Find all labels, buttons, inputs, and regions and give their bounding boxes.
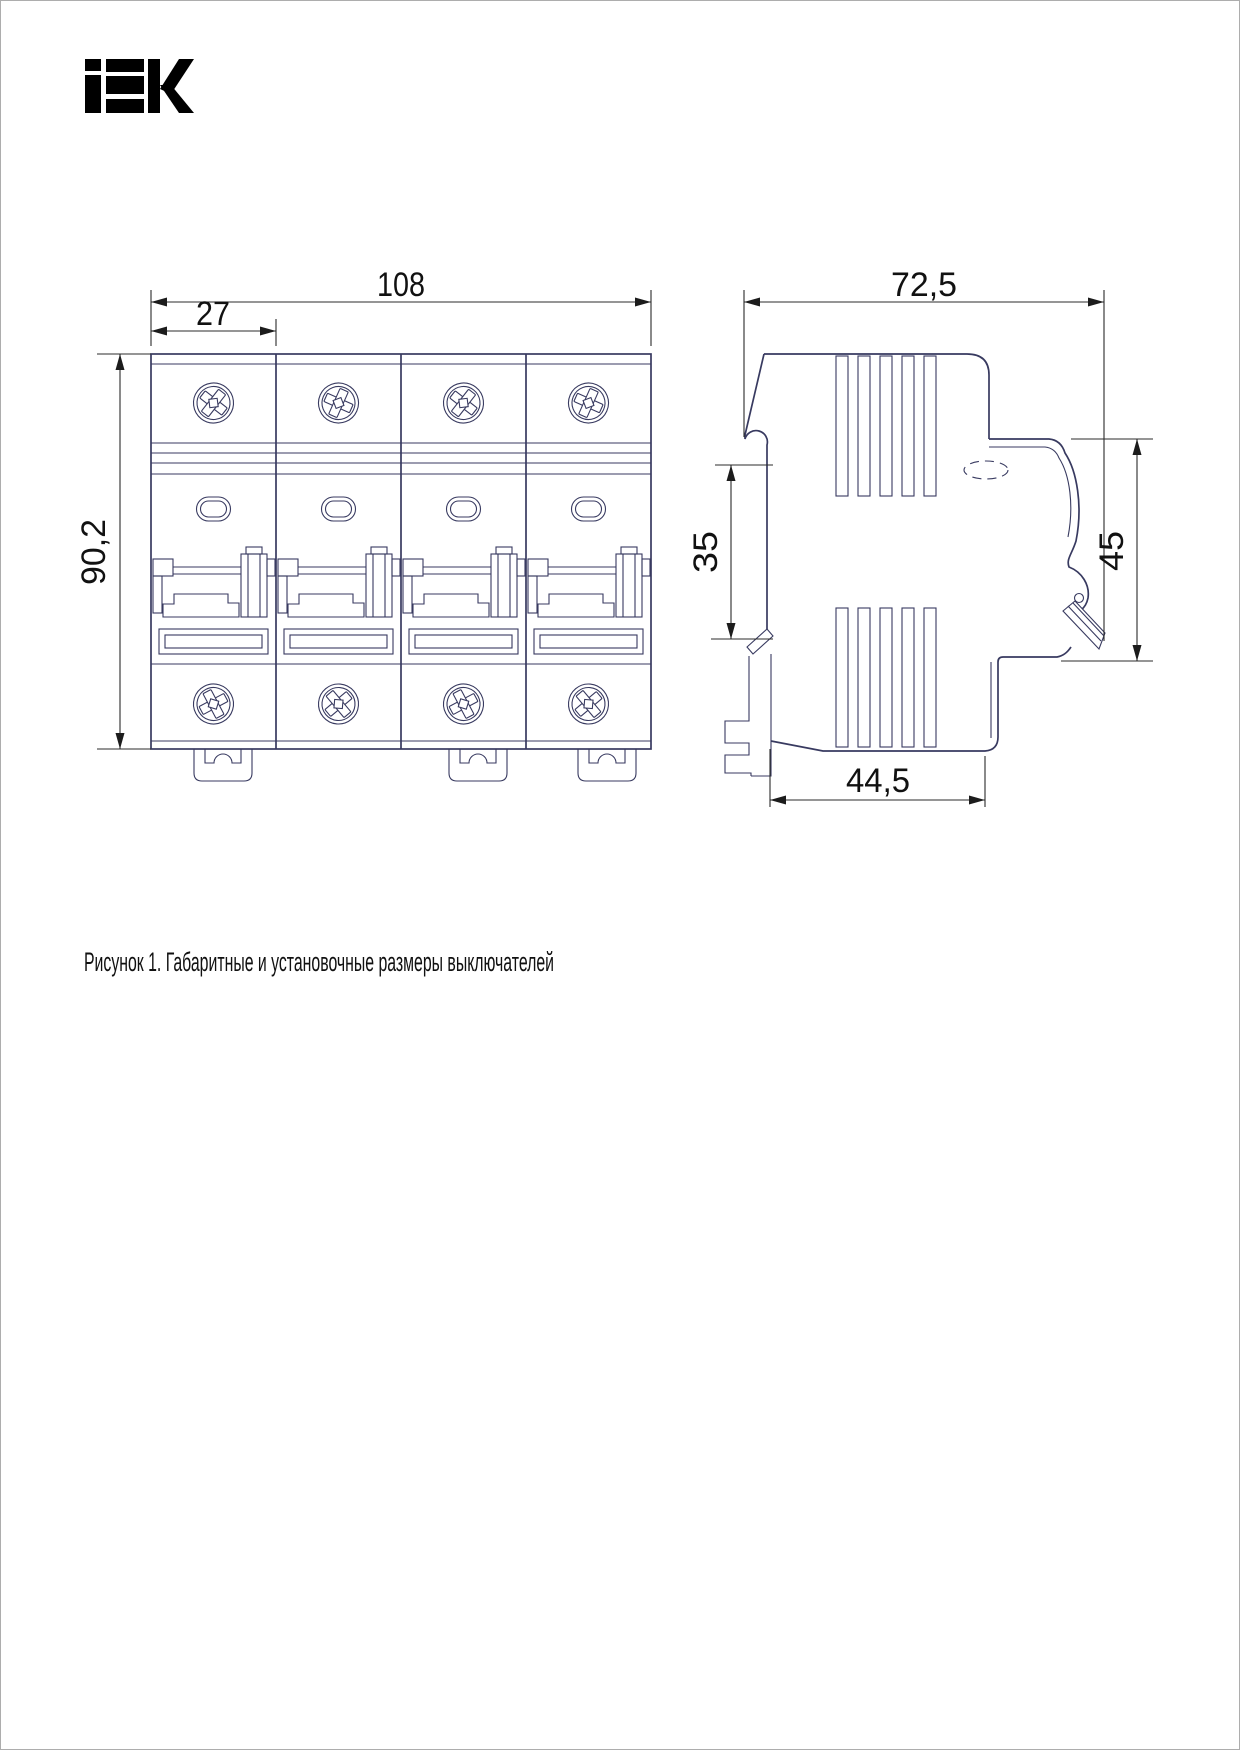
dimension-35: [687, 465, 773, 639]
iek-logo: [85, 59, 194, 113]
dimension-27: [151, 295, 276, 346]
dim-label-35: 35: [687, 535, 725, 573]
dim-label-90-2: 90,2: [75, 518, 113, 585]
dimension-44-5: [770, 749, 985, 807]
side-view: [725, 354, 1105, 776]
dim-label-108: 108: [377, 266, 425, 304]
hidden-hole-detail: [964, 461, 1008, 479]
dim-label-45: 45: [1093, 533, 1131, 571]
dimension-45: [1061, 439, 1153, 661]
figure-caption: Рисунок 1. Габаритные и установочные размеры выключателей: [84, 947, 554, 977]
dim-label-44-5: 44,5: [846, 762, 910, 800]
front-view: [151, 354, 651, 781]
dim-label-72-5: 72,5: [891, 266, 957, 304]
dimension-90-2: [75, 354, 151, 749]
technical-drawing: [1, 1, 1240, 1750]
dim-label-27: 27: [196, 295, 230, 333]
